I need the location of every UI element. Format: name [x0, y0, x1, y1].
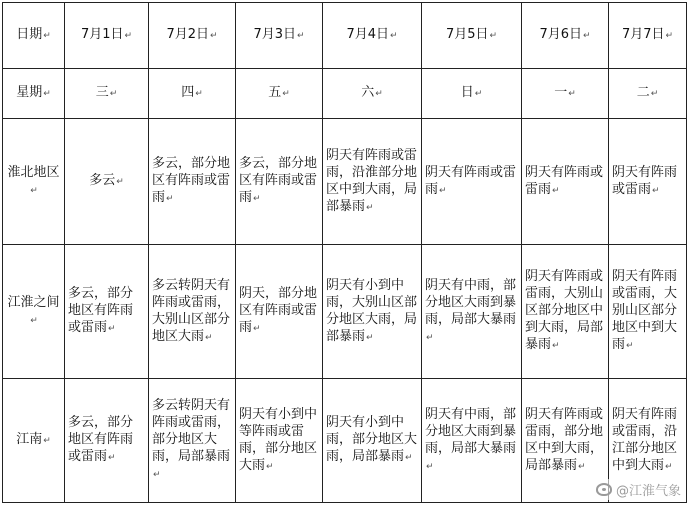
forecast-cell [422, 119, 522, 245]
return-mark: ↵ [665, 31, 674, 41]
forecast-text: 多云，部分地区有阵雨或雷雨 [239, 156, 318, 205]
return-mark: ↵ [166, 194, 174, 204]
region-label: 淮北地区 [7, 164, 60, 180]
region-row-huaibei [3, 119, 687, 245]
date-text: 7月4日 [346, 27, 389, 42]
return-mark: ↵ [116, 177, 124, 187]
date-cell [65, 3, 149, 69]
forecast-cell [522, 245, 609, 379]
return-mark: ↵ [665, 461, 673, 472]
return-mark: ↵ [153, 470, 161, 480]
date-text: 7月3日 [253, 27, 296, 42]
forecast-cell [522, 119, 609, 245]
weather-forecast-table [2, 2, 687, 503]
forecast-cell [149, 119, 236, 245]
forecast-cell [65, 119, 149, 245]
return-mark: ↵ [108, 324, 116, 334]
return-mark: ↵ [195, 89, 203, 99]
weekday-cell [65, 69, 149, 119]
region-label: 江南 [16, 432, 43, 447]
forecast-text: 多云 [89, 173, 116, 188]
return-mark: ↵ [366, 202, 374, 213]
weekday-text: 日 [460, 85, 474, 100]
region-label-cell [3, 245, 65, 379]
forecast-cell [323, 379, 422, 503]
return-mark: ↵ [124, 31, 133, 41]
return-mark: ↵ [552, 185, 560, 196]
return-mark: ↵ [578, 461, 586, 472]
weekday-text: 六 [361, 85, 375, 100]
weekday-cell [522, 69, 609, 119]
forecast-cell [323, 245, 422, 379]
date-cell [609, 3, 687, 69]
weekday-text: 二 [636, 85, 650, 100]
forecast-cell [149, 245, 236, 379]
date-cell [323, 3, 422, 69]
region-label-cell [3, 119, 65, 245]
forecast-text: 多云转阴天有阵雨或雷雨，大别山区部分地区大雨 [152, 277, 231, 344]
return-mark: ↵ [652, 185, 660, 196]
return-mark: ↵ [552, 341, 560, 351]
weekday-cell [149, 69, 236, 119]
return-mark: ↵ [282, 89, 290, 99]
forecast-cell [609, 119, 687, 245]
date-cell [149, 3, 236, 69]
weekday-row [3, 69, 687, 119]
weibo-watermark [593, 479, 684, 500]
forecast-cell [236, 379, 323, 503]
forecast-text: 阴天有阵雨或雷雨，部分地区中到大雨，局部暴雨 [525, 406, 604, 473]
return-mark: ↵ [568, 89, 576, 99]
date-header-cell [3, 3, 65, 69]
return-mark: ↵ [43, 89, 51, 99]
forecast-cell [149, 379, 236, 503]
weekday-cell [323, 69, 422, 119]
return-mark: ↵ [426, 461, 434, 472]
return-mark: ↵ [583, 31, 591, 41]
return-mark: ↵ [297, 31, 305, 41]
return-mark: ↵ [626, 341, 634, 351]
forecast-text: 阴天有阵雨或雷雨，沿淮部分地区中到大雨，局部暴雨 [326, 147, 418, 214]
weekday-text: 四 [181, 85, 195, 100]
return-mark: ↵ [30, 185, 38, 196]
date-text: 7月5日 [445, 27, 489, 42]
return-mark: ↵ [266, 461, 274, 472]
region-label-cell [3, 379, 65, 503]
date-text: 7月6日 [539, 27, 582, 42]
forecast-text: 阴天有阵雨或雷雨 [425, 164, 517, 197]
forecast-text: 阴天有小到中雨，大别山区部分地区大雨，局部暴雨 [326, 277, 418, 344]
date-row [3, 3, 687, 69]
forecast-cell [236, 245, 323, 379]
return-mark: ↵ [390, 31, 398, 41]
return-mark: ↵ [210, 31, 218, 41]
date-text: 7月2日 [166, 27, 209, 42]
date-label: 日期 [16, 27, 43, 42]
return-mark: ↵ [426, 332, 434, 343]
date-cell [522, 3, 609, 69]
weekday-text: 一 [554, 85, 568, 100]
forecast-cell [422, 245, 522, 379]
return-mark: ↵ [650, 89, 659, 99]
forecast-cell [323, 119, 422, 245]
return-mark: ↵ [366, 332, 374, 343]
return-mark: ↵ [43, 31, 51, 41]
return-mark: ↵ [474, 89, 483, 99]
weekday-cell [609, 69, 687, 119]
forecast-cell [422, 379, 522, 503]
forecast-text: 阴天，部分地区有阵雨或雷雨 [239, 286, 318, 335]
return-mark: ↵ [30, 315, 38, 326]
forecast-text: 阴天有阵雨或雷雨，大别山区部分地区中到大雨 [612, 269, 678, 352]
region-row-jiangnan [3, 379, 687, 503]
region-row-jianghuai [3, 245, 687, 379]
return-mark: ↵ [489, 31, 498, 41]
forecast-text: 多云，部分地区有阵雨或雷雨 [68, 286, 134, 335]
forecast-cell [609, 245, 687, 379]
return-mark: ↵ [43, 436, 51, 446]
return-mark: ↵ [405, 453, 413, 463]
date-text: 7月7日 [621, 27, 665, 42]
forecast-text: 多云，部分地区有阵雨或雷雨 [68, 415, 134, 464]
weekday-header-cell [3, 69, 65, 119]
forecast-cell [65, 245, 149, 379]
date-text: 7月1日 [80, 27, 124, 42]
return-mark: ↵ [375, 89, 383, 99]
forecast-text: 多云转阴天有阵雨或雷雨，部分地区大雨，局部暴雨 [152, 398, 231, 464]
region-label: 江淮之间 [7, 294, 60, 310]
return-mark: ↵ [253, 324, 261, 334]
forecast-cell [65, 379, 149, 503]
date-cell [236, 3, 323, 69]
weekday-cell [422, 69, 522, 119]
forecast-text: 阴天有阵雨或雷雨 [525, 164, 604, 197]
return-mark: ↵ [108, 453, 116, 463]
return-mark: ↵ [205, 332, 213, 343]
weekday-text: 五 [268, 85, 282, 100]
forecast-text: 阴天有小到中等阵雨或雷雨，部分地区大雨 [239, 406, 318, 473]
forecast-text: 阴天有中雨，部分地区大雨到暴雨，局部大暴雨 [425, 406, 517, 456]
forecast-text: 阴天有阵雨或雷雨 [612, 164, 678, 197]
weekday-text: 三 [95, 85, 109, 100]
return-mark: ↵ [439, 185, 447, 196]
date-cell [422, 3, 522, 69]
weekday-cell [236, 69, 323, 119]
return-mark: ↵ [253, 194, 261, 204]
forecast-text: 阴天有阵雨或雷雨，大别山区部分地区中到大雨，局部暴雨 [525, 269, 604, 352]
forecast-text: 阴天有中雨，部分地区大雨到暴雨，局部大暴雨 [425, 277, 517, 327]
forecast-cell [236, 119, 323, 245]
forecast-text: 阴天有小到中雨，部分地区大雨，局部暴雨 [326, 415, 418, 464]
weekday-label: 星期 [16, 85, 43, 100]
forecast-text: 多云，部分地区有阵雨或雷雨 [152, 156, 231, 205]
return-mark: ↵ [109, 89, 118, 99]
weibo-icon [596, 483, 612, 496]
watermark-text: @江淮气象 [615, 484, 681, 499]
forecast-text: 阴天有阵雨或雷雨，沿江部分地区中到大雨 [612, 406, 678, 473]
